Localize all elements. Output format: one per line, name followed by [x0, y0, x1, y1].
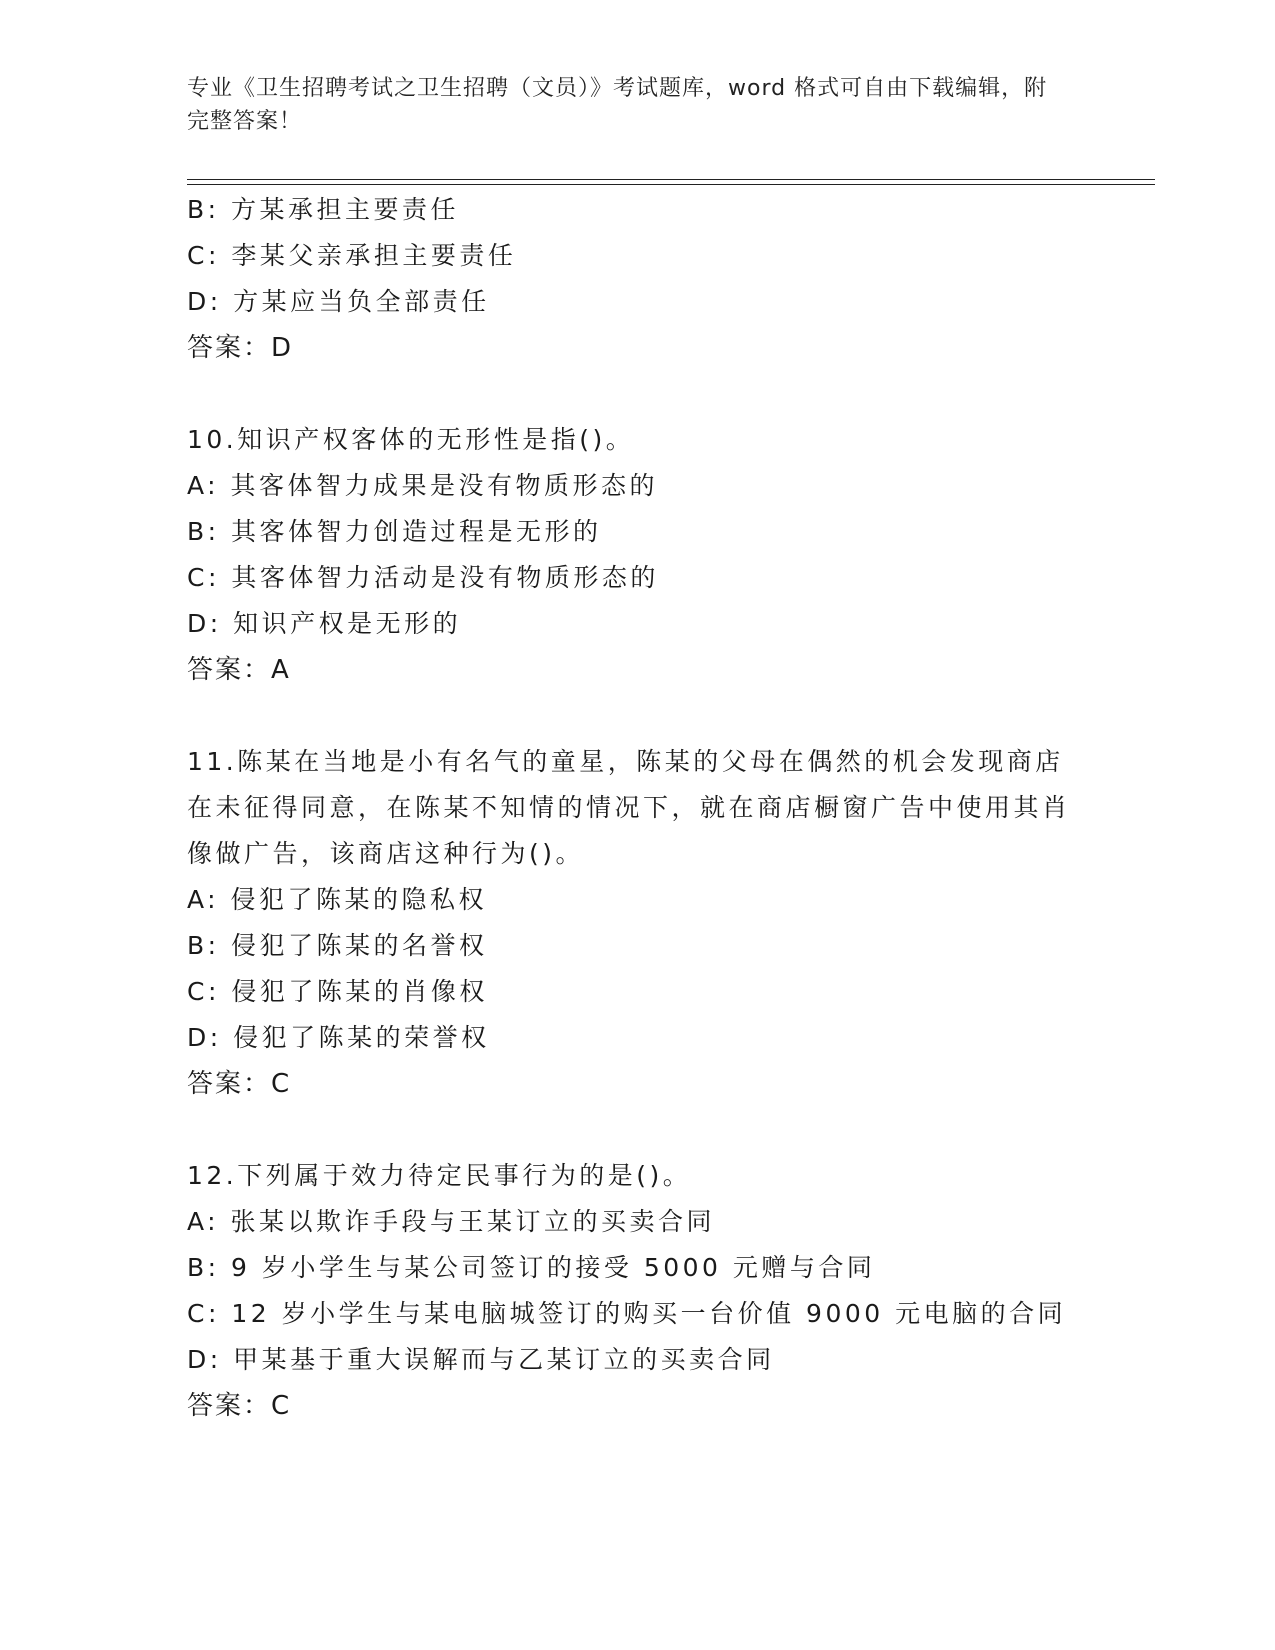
option-c: C: 12 岁小学生与某电脑城签订的购买一台价值 9000 元电脑的合同 [187, 1299, 1067, 1328]
option-d: D: 方某应当负全部责任 [187, 287, 490, 316]
answer-line: 答案：C [187, 1391, 292, 1421]
header-rule-top [187, 179, 1155, 180]
option-c: C: 李某父亲承担主要责任 [187, 241, 517, 270]
question-block-12 [187, 1153, 1087, 1429]
option-c: C: 侵犯了陈某的肖像权 [187, 977, 488, 1006]
option-d: D: 知识产权是无形的 [187, 609, 462, 638]
option-b: B: 9 岁小学生与某公司签订的接受 5000 元赠与合同 [187, 1253, 876, 1282]
option-b: B: 方某承担主要责任 [187, 195, 460, 224]
option-d: D: 侵犯了陈某的荣誉权 [187, 1023, 490, 1052]
question-list [187, 187, 1087, 1429]
spacer [187, 371, 1087, 417]
option-a: A: 其客体智力成果是没有物质形态的 [187, 471, 659, 500]
spacer [187, 1107, 1087, 1153]
document-header [187, 72, 1067, 138]
header-rule-bottom [187, 184, 1155, 185]
question-stem: 12.下列属于效力待定民事行为的是()。 [187, 1161, 692, 1190]
answer-line: 答案：D [187, 333, 294, 363]
option-d: D: 甲某基于重大误解而与乙某订立的买卖合同 [187, 1345, 775, 1374]
option-b: B: 其客体智力创造过程是无形的 [187, 517, 602, 546]
question-stem: 11.陈某在当地是小有名气的童星，陈某的父母在偶然的机会发现商店在未征得同意，在陈某不知情的情况下，就在商店橱窗广告中使用其肖像做广告，该商店这种行为()。 [187, 747, 1071, 868]
question-block-10 [187, 417, 1087, 693]
question-block-9-partial [187, 187, 1087, 371]
question-stem: 10.知识产权客体的无形性是指()。 [187, 425, 635, 454]
option-a: A: 侵犯了陈某的隐私权 [187, 885, 488, 914]
header-title: 专业《卫生招聘考试之卫生招聘（文员）》考试题库，word 格式可自由下载编辑，附完整答案！ [187, 76, 1048, 134]
answer-line: 答案：C [187, 1069, 292, 1099]
option-b: B: 侵犯了陈某的名誉权 [187, 931, 488, 960]
option-c: C: 其客体智力活动是没有物质形态的 [187, 563, 659, 592]
spacer [187, 693, 1087, 739]
question-block-11 [187, 739, 1087, 1107]
answer-line: 答案：A [187, 655, 291, 685]
option-a: A: 张某以欺诈手段与王某订立的买卖合同 [187, 1207, 716, 1236]
